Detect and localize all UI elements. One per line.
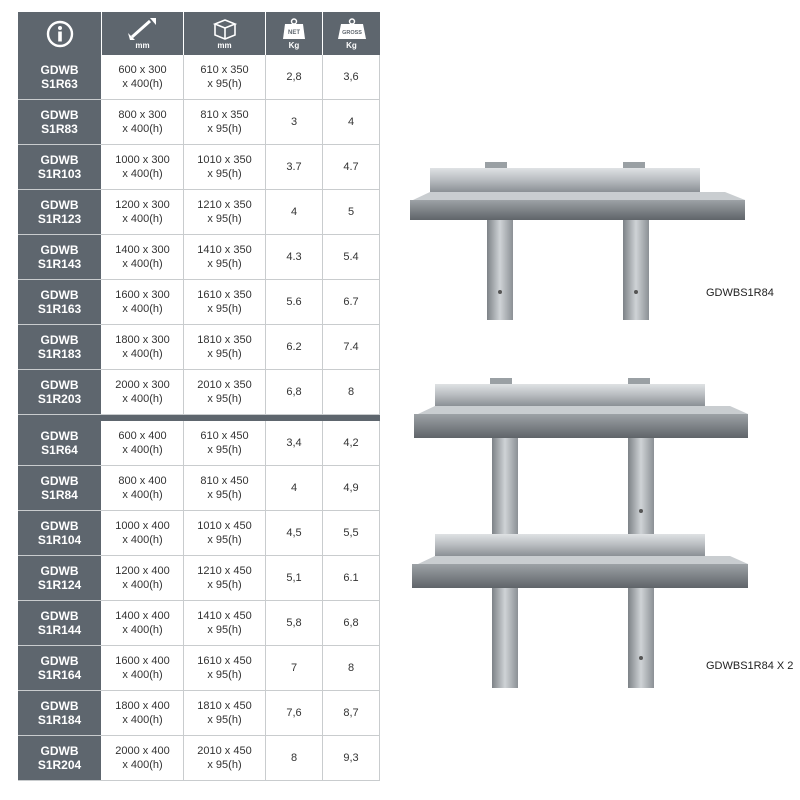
gross-weight-cell: 5.4 (323, 235, 380, 279)
dimensions-line2: x 400(h) (122, 303, 163, 315)
dimensions-line1: 600 x 400 (118, 430, 167, 442)
package-line1: 1810 x 450 (197, 700, 252, 712)
table-header (18, 12, 380, 55)
net-weight-cell: 3,4 (266, 421, 323, 465)
product-code-line1: GDWB (40, 609, 79, 623)
gross-weight-cell: 9,3 (323, 736, 380, 780)
package-cell (184, 421, 266, 465)
dimensions-cell (102, 235, 184, 279)
package-line2: x 95(h) (207, 714, 242, 726)
net-weight-cell: 6,8 (266, 370, 323, 414)
package-line2: x 95(h) (207, 78, 242, 90)
table-row (18, 736, 380, 781)
package-line1: 1210 x 450 (197, 565, 252, 577)
product-code (18, 100, 102, 144)
single-shelf-caption: GDWBS1R84 (706, 287, 774, 299)
product-code (18, 190, 102, 234)
dimensions-cell (102, 280, 184, 324)
dimensions-header (102, 12, 184, 55)
package-line1: 1610 x 450 (197, 655, 252, 667)
box-icon (211, 18, 239, 40)
net-weight-cell: 2,8 (266, 55, 323, 99)
product-code (18, 325, 102, 369)
info-icon (45, 19, 75, 49)
table-row (18, 646, 380, 691)
package-line1: 610 x 350 (200, 64, 249, 76)
dimensions-line2: x 400(h) (122, 258, 163, 270)
net-weight-cell: 7 (266, 646, 323, 690)
package-line1: 2010 x 350 (197, 379, 252, 391)
diagonal-arrow-icon (128, 18, 158, 40)
product-code (18, 556, 102, 600)
net-weight-cell: 8 (266, 736, 323, 780)
package-line1: 810 x 450 (200, 475, 249, 487)
dimensions-line1: 1400 x 400 (115, 610, 170, 622)
dimensions-line1: 1200 x 300 (115, 199, 170, 211)
dimensions-line1: 2000 x 400 (115, 745, 170, 757)
net-weight-cell: 6.2 (266, 325, 323, 369)
table-row (18, 190, 380, 235)
product-code (18, 370, 102, 414)
dimensions-line2: x 400(h) (122, 168, 163, 180)
dimensions-line2: x 400(h) (122, 489, 163, 501)
package-cell (184, 511, 266, 555)
gross-weight-cell: 5,5 (323, 511, 380, 555)
product-code (18, 736, 102, 780)
package-header (184, 12, 266, 55)
net-weight-cell: 4 (266, 190, 323, 234)
product-code (18, 145, 102, 189)
dimensions-line2: x 400(h) (122, 123, 163, 135)
product-code-line2: S1R64 (41, 443, 78, 457)
package-cell (184, 646, 266, 690)
table-row (18, 370, 380, 415)
info-header (18, 12, 102, 55)
gross-weight-icon (337, 18, 367, 40)
net-weight-header (266, 12, 323, 55)
package-line1: 1410 x 350 (197, 244, 252, 256)
package-cell (184, 55, 266, 99)
package-unit: mm (217, 40, 232, 50)
dimensions-cell (102, 145, 184, 189)
product-code-line2: S1R184 (37, 713, 82, 727)
dimensions-cell (102, 511, 184, 555)
net-unit: Kg (288, 40, 300, 50)
package-cell (184, 691, 266, 735)
product-code-line2: S1R143 (37, 257, 82, 271)
net-weight-cell: 4,5 (266, 511, 323, 555)
dimensions-cell (102, 646, 184, 690)
table-row (18, 421, 380, 466)
product-code-line1: GDWB (40, 519, 79, 533)
package-line2: x 95(h) (207, 393, 242, 405)
product-code-line2: S1R103 (37, 167, 82, 181)
gross-weight-cell: 8,7 (323, 691, 380, 735)
gross-weight-cell: 6,8 (323, 601, 380, 645)
table-group-400 (18, 421, 380, 781)
table-row (18, 100, 380, 145)
package-cell (184, 325, 266, 369)
net-weight-cell: 4 (266, 466, 323, 510)
dimensions-line2: x 400(h) (122, 534, 163, 546)
dimensions-line2: x 400(h) (122, 579, 163, 591)
net-weight-cell: 5.6 (266, 280, 323, 324)
gross-weight-cell: 6.1 (323, 556, 380, 600)
product-code-line2: S1R164 (37, 668, 82, 682)
dimensions-line1: 600 x 300 (118, 64, 167, 76)
product-code-line2: S1R123 (37, 212, 82, 226)
gross-weight-cell: 6.7 (323, 280, 380, 324)
net-weight-cell: 3 (266, 100, 323, 144)
dimensions-cell (102, 556, 184, 600)
dimensions-line2: x 400(h) (122, 759, 163, 771)
package-line2: x 95(h) (207, 444, 242, 456)
package-line2: x 95(h) (207, 489, 242, 501)
table-row (18, 466, 380, 511)
package-line1: 2010 x 450 (197, 745, 252, 757)
package-line1: 1610 x 350 (197, 289, 252, 301)
package-line2: x 95(h) (207, 348, 242, 360)
table-row (18, 325, 380, 370)
gross-weight-cell: 4.7 (323, 145, 380, 189)
net-weight-cell: 4.3 (266, 235, 323, 279)
product-code (18, 601, 102, 645)
dimensions-cell (102, 466, 184, 510)
dimensions-line2: x 400(h) (122, 669, 163, 681)
dimensions-line2: x 400(h) (122, 213, 163, 225)
gross-weight-header (323, 12, 380, 55)
dimensions-line1: 1800 x 300 (115, 334, 170, 346)
dimensions-line1: 1600 x 400 (115, 655, 170, 667)
package-line1: 1210 x 350 (197, 199, 252, 211)
product-code-line2: S1R124 (37, 578, 82, 592)
single-shelf-image (405, 150, 745, 325)
package-line1: 1810 x 350 (197, 334, 252, 346)
dimensions-line2: x 400(h) (122, 348, 163, 360)
table-row (18, 691, 380, 736)
product-code (18, 280, 102, 324)
product-code-line1: GDWB (40, 243, 79, 257)
net-weight-cell: 3.7 (266, 145, 323, 189)
dimensions-cell (102, 691, 184, 735)
dimensions-cell (102, 370, 184, 414)
gross-weight-cell: 5 (323, 190, 380, 234)
dimensions-unit: mm (135, 40, 150, 50)
spec-table (18, 12, 380, 781)
product-code-line1: GDWB (40, 333, 79, 347)
product-code-line2: S1R63 (41, 77, 78, 91)
product-code-line2: S1R144 (37, 623, 82, 637)
table-row (18, 145, 380, 190)
dimensions-line2: x 400(h) (122, 78, 163, 90)
product-code (18, 466, 102, 510)
dimensions-line1: 1200 x 400 (115, 565, 170, 577)
dimensions-cell (102, 736, 184, 780)
package-line2: x 95(h) (207, 534, 242, 546)
package-line2: x 95(h) (207, 759, 242, 771)
product-code (18, 55, 102, 99)
gross-label: GROSS (341, 29, 362, 36)
product-code-line2: S1R84 (41, 488, 78, 502)
dimensions-line1: 1000 x 400 (115, 520, 170, 532)
package-cell (184, 235, 266, 279)
net-weight-cell: 7,6 (266, 691, 323, 735)
package-line2: x 95(h) (207, 303, 242, 315)
gross-weight-cell: 3,6 (323, 55, 380, 99)
package-cell (184, 556, 266, 600)
package-line1: 1010 x 450 (197, 520, 252, 532)
package-cell (184, 370, 266, 414)
package-cell (184, 145, 266, 189)
package-line1: 1010 x 350 (197, 154, 252, 166)
gross-weight-cell: 7.4 (323, 325, 380, 369)
gross-weight-cell: 4 (323, 100, 380, 144)
dimensions-cell (102, 190, 184, 234)
dimensions-cell (102, 325, 184, 369)
product-code-line1: GDWB (40, 474, 79, 488)
net-label: NET (288, 29, 300, 36)
product-code-line1: GDWB (40, 654, 79, 668)
double-shelf-image (410, 376, 750, 691)
product-code-line2: S1R204 (37, 758, 82, 772)
gross-unit: Kg (346, 40, 357, 50)
package-line2: x 95(h) (207, 213, 242, 225)
product-code-line1: GDWB (40, 288, 79, 302)
gross-weight-cell: 8 (323, 370, 380, 414)
gross-weight-cell: 4,9 (323, 466, 380, 510)
dimensions-line2: x 400(h) (122, 624, 163, 636)
product-code-line1: GDWB (40, 108, 79, 122)
package-cell (184, 601, 266, 645)
package-cell (184, 280, 266, 324)
package-cell (184, 466, 266, 510)
package-line1: 1410 x 450 (197, 610, 252, 622)
dimensions-line2: x 400(h) (122, 444, 163, 456)
package-line1: 610 x 450 (200, 430, 249, 442)
package-line2: x 95(h) (207, 624, 242, 636)
dimensions-line2: x 400(h) (122, 714, 163, 726)
package-cell (184, 190, 266, 234)
dimensions-line1: 800 x 400 (118, 475, 167, 487)
product-code (18, 421, 102, 465)
product-code (18, 511, 102, 555)
product-code-line2: S1R203 (37, 392, 82, 406)
dimensions-line1: 1000 x 300 (115, 154, 170, 166)
product-code-line1: GDWB (40, 198, 79, 212)
package-line2: x 95(h) (207, 258, 242, 270)
double-shelf-caption: GDWBS1R84 X 2 (706, 660, 794, 672)
table-row (18, 556, 380, 601)
table-group-300 (18, 55, 380, 415)
net-weight-cell: 5,8 (266, 601, 323, 645)
net-weight-icon (282, 18, 306, 40)
dimensions-line1: 1400 x 300 (115, 244, 170, 256)
package-line1: 810 x 350 (200, 109, 249, 121)
product-code-line2: S1R104 (37, 533, 82, 547)
product-code-line2: S1R83 (41, 122, 78, 136)
dimensions-line1: 2000 x 300 (115, 379, 170, 391)
package-cell (184, 100, 266, 144)
product-code-line1: GDWB (40, 564, 79, 578)
dimensions-line1: 1600 x 300 (115, 289, 170, 301)
package-line2: x 95(h) (207, 168, 242, 180)
table-row (18, 55, 380, 100)
product-code-line1: GDWB (40, 378, 79, 392)
dimensions-line2: x 400(h) (122, 393, 163, 405)
dimensions-line1: 1800 x 400 (115, 700, 170, 712)
dimensions-cell (102, 55, 184, 99)
product-code (18, 691, 102, 735)
gross-weight-cell: 8 (323, 646, 380, 690)
table-row (18, 235, 380, 280)
product-code-line1: GDWB (40, 429, 79, 443)
net-weight-cell: 5,1 (266, 556, 323, 600)
product-code-line1: GDWB (40, 744, 79, 758)
product-code-line1: GDWB (40, 63, 79, 77)
dimensions-line1: 800 x 300 (118, 109, 167, 121)
product-code (18, 235, 102, 279)
package-cell (184, 736, 266, 780)
dimensions-cell (102, 100, 184, 144)
product-code-line2: S1R163 (37, 302, 82, 316)
package-line2: x 95(h) (207, 669, 242, 681)
product-code-line1: GDWB (40, 153, 79, 167)
package-line2: x 95(h) (207, 123, 242, 135)
product-code-line1: GDWB (40, 699, 79, 713)
dimensions-cell (102, 601, 184, 645)
table-row (18, 511, 380, 556)
package-line2: x 95(h) (207, 579, 242, 591)
product-code (18, 646, 102, 690)
dimensions-cell (102, 421, 184, 465)
gross-weight-cell: 4,2 (323, 421, 380, 465)
table-row (18, 280, 380, 325)
product-code-line2: S1R183 (37, 347, 82, 361)
table-row (18, 601, 380, 646)
